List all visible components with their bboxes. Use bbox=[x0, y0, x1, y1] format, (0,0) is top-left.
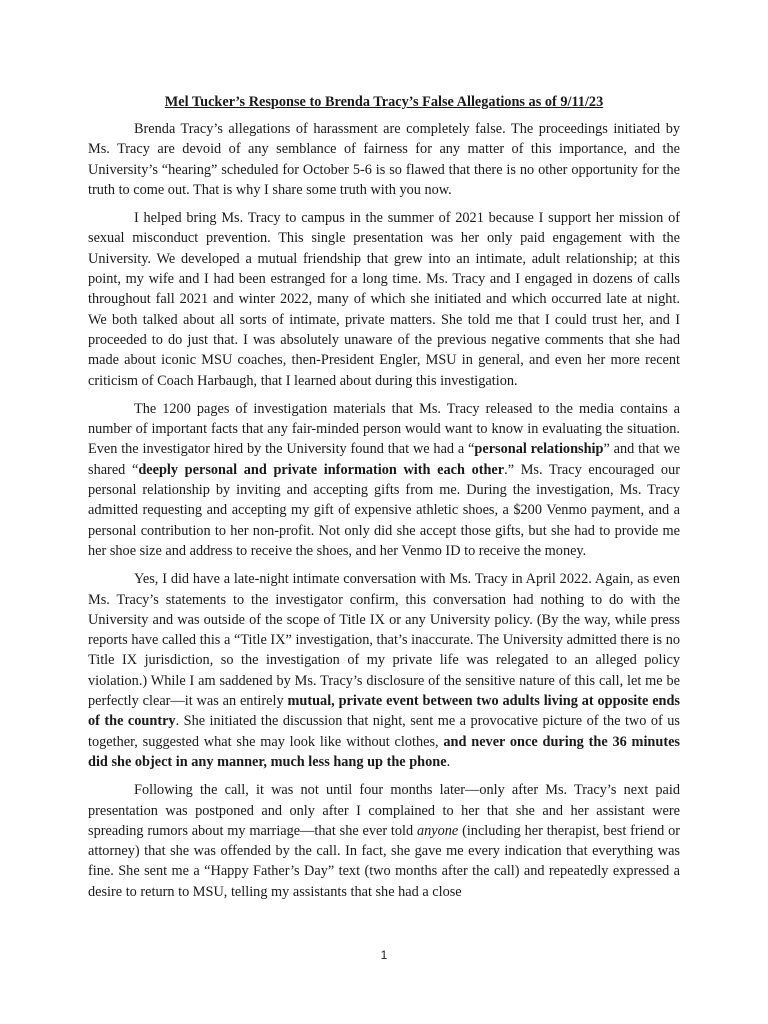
page-number: 1 bbox=[380, 948, 388, 962]
bold-text: mutual, private event between two adults living at opposite ends of the country bbox=[88, 693, 681, 730]
italic-text: anyone bbox=[416, 822, 459, 839]
document-title: Mel Tucker’s Response to Brenda Tracy’s False Allegations as of 9/11/23 bbox=[164, 94, 604, 110]
document-body bbox=[88, 92, 680, 910]
text-run: The 1200 pages of investigation materials that Ms. Tracy released to the media contains a number of important facts that any fair-minded person would want to know in evaluating the situation. Even the investigator hired by the University found that we had a “ bbox=[88, 400, 680, 458]
text-run: I helped bring Ms. Tracy to campus in the summer of 2021 because I support her mission of sexual misconduct prevention. This single presentation was her only paid engagement with the University. We developed a mutual friendship that grew into an intimate, adult relationship; at this point, my wife and I had been estranged for a long time. Ms. Tracy and I engaged in dozens of calls throughout fall 2021 and winter 2022, many of which she initiated and which occurred late at night. We both talked about all sorts of intimate, private matters. She told me that I could trust her, and I proceeded to do just that. I was absolutely unaware of the previous negative comments that she had made about iconic MSU coaches, then-President Engler, MSU in general, and even her more recent criticism of Coach Harbaugh, that I learned about during this investigation. bbox=[88, 210, 680, 389]
body-paragraph bbox=[88, 208, 680, 391]
text-run: (including her therapist, best friend or attorney) that she was offended by the call. In fact, she gave me every indication that everything was fine. She sent me a “Happy Father’s Day” text (two months after the call) and repeatedly expressed a desire to return to MSU, telling my assistants that she had a close bbox=[88, 822, 680, 900]
text-run: . She initiated the discussion that night, sent me a provocative picture of the two of us together, suggested what she may look like without clothes, bbox=[88, 713, 680, 750]
body-paragraph bbox=[88, 119, 680, 200]
body-paragraph bbox=[88, 399, 680, 561]
body-paragraph bbox=[88, 780, 680, 902]
body-paragraph bbox=[88, 569, 680, 772]
text-run: Following the call, it was not until four months later—only after Ms. Tracy’s next paid presentation was postponed and only after I complained to her that she and her assistant were spreading rumors about my marriage—that she ever told bbox=[88, 782, 680, 839]
text-run: . bbox=[446, 753, 451, 770]
bold-text: deeply personal and private information with each other bbox=[138, 461, 505, 478]
bold-text: and never once during the 36 minutes did she object in any manner, much less hang up the phone bbox=[88, 733, 680, 770]
text-run: Yes, I did have a late-night intimate conversation with Ms. Tracy in April 2022. Again, as even Ms. Tracy’s statements to the investigator confirm, this conversation had nothing to do with the University and was outside of the scope of Title IX or any University policy. (By the way, while press reports have called this a “Title IX” investigation, that’s inaccurate. The University admitted there is no Title IX jurisdiction, so the investigation of my private life was relegated to an alleged policy violation.) While I am saddened by Ms. Tracy’s disclosure of the sensitive nature of this call, let me be perfectly clear—it was an entirely bbox=[88, 571, 680, 710]
text-run: Brenda Tracy’s allegations of harassment are completely false. The proceedings initiated by Ms. Tracy are devoid of any semblance of fairness for any matter of this importance, and the University’s “hearing” scheduled for October 5-6 is so flawed that there is no other opportunity for the truth to come out. That is why I share some truth with you now. bbox=[88, 121, 680, 198]
text-run: ” and that we shared “ bbox=[88, 441, 681, 478]
bold-text: personal relationship bbox=[474, 441, 604, 458]
text-run: .” Ms. Tracy encouraged our personal relationship by inviting and accepting gifts from me. During the investigation, Ms. Tracy admitted requesting and accepting my gift of expensive athletic shoes, a $200 Venmo payment, and a personal contribution to her non-profit. Not only did she accept those gifts, but she had to provide me her shoe size and address to receive the shoes, and her Venmo ID to receive the money. bbox=[88, 461, 680, 559]
paragraph-list bbox=[88, 119, 680, 902]
